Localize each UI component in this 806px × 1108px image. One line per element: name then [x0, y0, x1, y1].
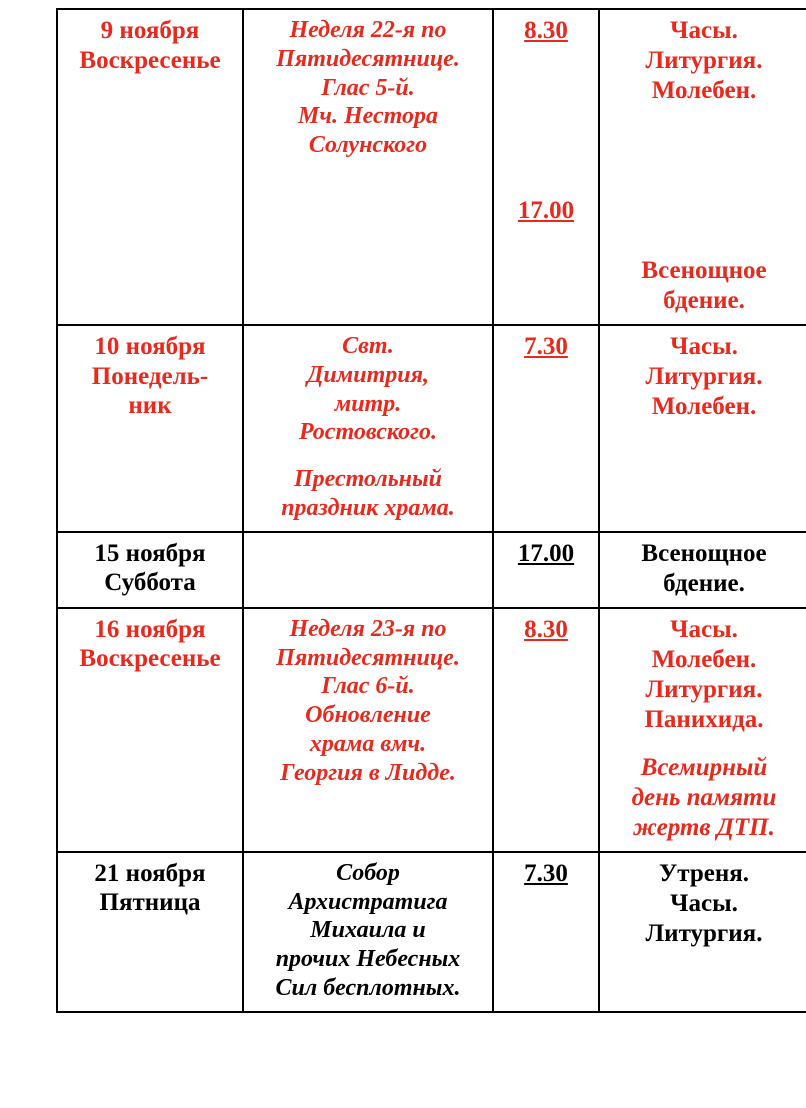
description-cell	[243, 325, 493, 532]
date-line: 10 ноября	[94, 333, 206, 360]
description-line: Глас 5-й.	[321, 74, 415, 101]
description-line: Архистратига	[288, 888, 448, 915]
time-spacer	[498, 46, 594, 196]
service-line: Утреня.	[658, 859, 750, 887]
description-line: митр.	[334, 390, 402, 417]
service-line: бдение.	[663, 287, 745, 314]
description-cell	[243, 9, 493, 325]
description-line: Михаила и	[310, 917, 426, 944]
description-cell	[243, 532, 493, 608]
services-cell	[599, 532, 806, 608]
description-line: Сил бесплотных.	[275, 974, 461, 1001]
description-line: прочих Небесных	[275, 946, 461, 973]
description-line: Обновление	[305, 702, 431, 729]
table-row	[57, 532, 806, 608]
service-time: 7.30	[524, 333, 568, 360]
description-spacer	[248, 447, 488, 465]
service-line: Молебен.	[651, 393, 757, 420]
date-line: 21 ноября	[94, 859, 206, 887]
description-extra-line: Престольный	[293, 466, 443, 493]
description-line: Пятидесятнице.	[276, 45, 460, 72]
date-line: 9 ноября	[100, 17, 200, 44]
time-cell	[493, 608, 599, 852]
description-line: Пятидесятнице.	[276, 644, 460, 671]
service-line: Литургия.	[645, 363, 763, 390]
description-line: Димитрия,	[307, 361, 429, 388]
date-line: ник	[128, 392, 172, 419]
date-cell	[57, 852, 243, 1012]
description-cell	[243, 608, 493, 852]
service-note-line: Всемирный	[640, 753, 768, 781]
service-time: 7.30	[524, 859, 568, 887]
description-line: храма вмч.	[309, 730, 427, 757]
table-row	[57, 9, 806, 325]
service-line: бдение.	[663, 569, 745, 597]
date-line: Пятница	[99, 889, 201, 917]
service-line: Всенощное	[641, 539, 767, 567]
service-spacer	[604, 735, 804, 753]
date-line: 15 ноября	[94, 539, 206, 567]
description-line: Георгия в Лидде.	[280, 759, 456, 786]
services-cell	[599, 9, 806, 325]
time-cell	[493, 9, 599, 325]
service-line: Молебен.	[651, 77, 757, 104]
date-cell	[57, 325, 243, 532]
date-line: Суббота	[104, 569, 196, 597]
description-line: Свт.	[342, 333, 394, 359]
date-cell	[57, 608, 243, 852]
service-line: Литургия.	[645, 47, 763, 74]
description-line: Глас 6-й.	[321, 673, 415, 700]
description-line: Ростовского.	[299, 419, 437, 446]
service-line: Литургия.	[645, 675, 763, 703]
service-note-line: день памяти	[631, 783, 777, 811]
service-line: Часы.	[670, 333, 738, 360]
time-cell	[493, 532, 599, 608]
service-line: Всенощное	[641, 257, 767, 284]
service-time: 17.00	[517, 197, 575, 224]
service-line: Часы.	[670, 17, 738, 44]
service-note-line: жертв ДТП.	[633, 813, 775, 841]
table-row	[57, 608, 806, 852]
description-line: Неделя 22-я по	[289, 17, 447, 43]
service-line: Часы.	[670, 889, 738, 917]
service-schedule-table	[56, 8, 806, 1013]
service-time: 17.00	[517, 539, 575, 567]
description-line: Солунского	[308, 132, 428, 159]
description-cell	[243, 852, 493, 1012]
time-cell	[493, 325, 599, 532]
date-line: Воскресенье	[79, 645, 221, 673]
time-cell	[493, 852, 599, 1012]
service-line: Литургия.	[645, 919, 763, 947]
services-cell	[599, 325, 806, 532]
service-line: Часы.	[670, 615, 738, 643]
table-row	[57, 325, 806, 532]
date-cell	[57, 9, 243, 325]
description-line: Неделя 23-я по	[289, 615, 447, 642]
description-line: Мч. Нестора	[298, 103, 438, 130]
description-extra-line: праздник храма.	[281, 494, 455, 521]
date-line: 16 ноября	[94, 615, 206, 643]
description-line: Собор	[336, 859, 400, 886]
service-line: Молебен.	[651, 645, 757, 673]
schedule-page	[0, 8, 806, 1108]
service-line: Панихида.	[644, 705, 764, 733]
service-time: 8.30	[524, 17, 568, 44]
date-cell	[57, 532, 243, 608]
date-line: Воскресенье	[79, 46, 221, 74]
table-row	[57, 852, 806, 1012]
date-line: Понедель-	[91, 362, 209, 390]
services-cell	[599, 608, 806, 852]
service-spacer	[604, 106, 804, 256]
services-cell	[599, 852, 806, 1012]
service-time: 8.30	[524, 615, 568, 643]
